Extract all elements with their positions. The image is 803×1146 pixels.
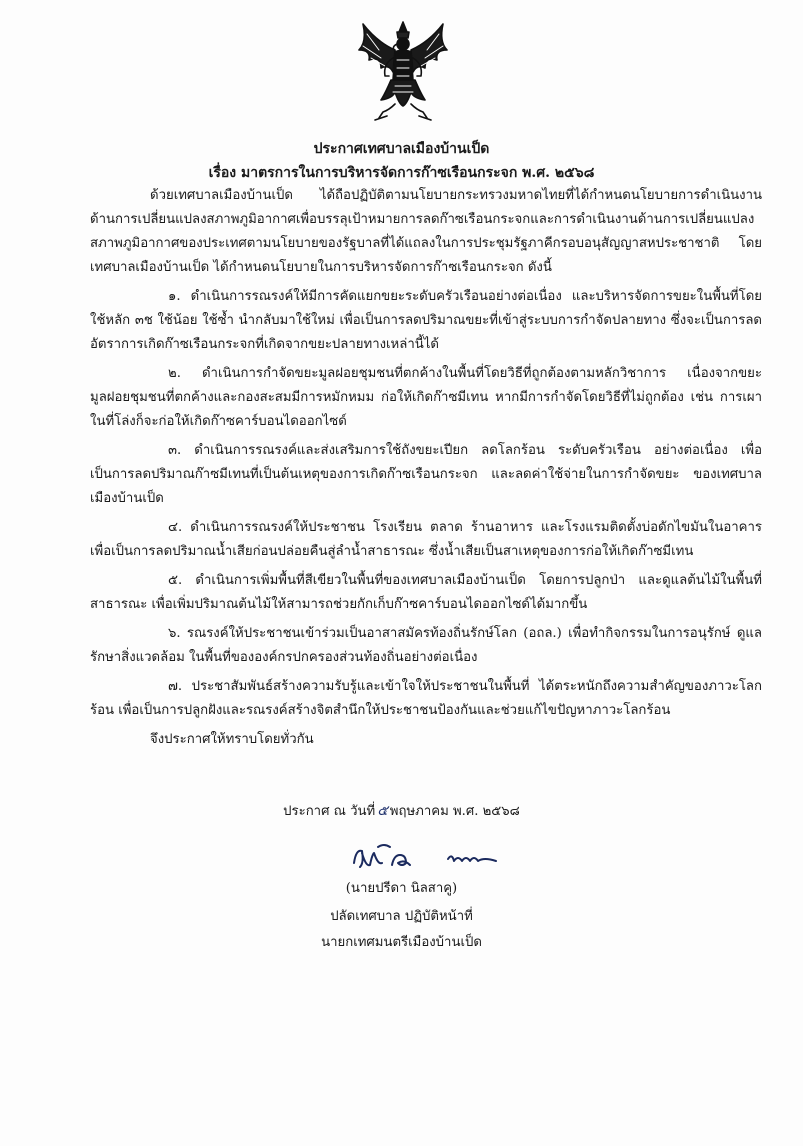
announcement-title: ประกาศเทศบาลเมืองบ้านเป็ด (313, 141, 490, 157)
intro-paragraph: ด้วยเทศบาลเมืองบ้านเป็ด ได้ถือปฏิบัติตามนโยบายกระทรวงมหาดไทยที่ได้กำหนดนโยบายการดำเนินงานด้านการเปลี่ยนแปลงสภาพภูมิอากาศเพื่อบรรลุเป้าหมายการลดก๊าซเรือนกระจกและการดำเนินงานด้านการเปลี่ยนแปลงสภาพภูมิอากาศของประเทศตามนโยบายของรัฐบาลที่ได้แถลงในการประชุมรัฐภาคีกรอบอนุสัญญาสหประชาชาติ โดยเทศบาลเมืองบ้านเป็ด ได้กำหนดนโยบายในการบริหารจัดการก๊าซเรือนกระจก ดังนี้ (90, 188, 762, 275)
announcement-date (0, 800, 803, 823)
announcement-subject: เรื่อง มาตรการในการบริหารจัดการก๊าซเรือนกระจก พ.ศ. ๒๕๖๘ (208, 165, 595, 181)
signatory-name: (นายปรีดา นิลสาคู) (345, 881, 458, 896)
signatory-position: ปลัดเทศบาล ปฏิบัติหน้าที่ (330, 909, 473, 924)
policy-item: ๕. ดำเนินการเพิ่มพื้นที่สีเขียวในพื้นที่ของเทศบาลเมืองบ้านเป็ด โดยการปลูกป่า และดูแลต้นไม้ในพื้นที่สาธารณะ เพื่อเพิ่มปริมาณต้นไม้ให้สามารถช่วยกักเก็บก๊าซคาร์บอนไดออกไซด์ได้มากขึ้น (90, 573, 762, 612)
date-day-handwritten: ๕ (377, 803, 388, 819)
policy-item: ๒. ดำเนินการกำจัดขยะมูลฝอยชุมชนที่ตกค้างในพื้นที่โดยวิธีที่ถูกต้องตามหลักวิชาการ เนื่องจากขยะมูลฝอยชุมชนที่ตกค้างและกองสะสมมีการหมักหมม ก่อให้เกิดก๊าซมีเทน หากมีการกำจัดโดยวิธีที่ไม่ถูกต้อง เช่น การเผาในที่โล่งก็จะก่อให้เกิดก๊าซคาร์บอนไดออกไซด์ (90, 366, 762, 429)
policy-item: ๔. ดำเนินการรณรงค์ให้ประชาชน โรงเรียน ตลาด ร้านอาหาร และโรงแรมติดตั้งบ่อดักไขมันในอาคารเพื่อเป็นการลดปริมาณน้ำเสียก่อนปล่อยคืนสู่ลำน้ำสาธารณะ ซึ่งน้ำเสียเป็นสาเหตุของการก่อให้เกิดก๊าซมีเทน (90, 520, 762, 559)
policy-item: ๑. ดำเนินการรณรงค์ให้มีการคัดแยกขยะระดับครัวเรือนอย่างต่อเนื่อง และบริหารจัดการขยะในพื้นที่โดยใช้หลัก ๓ช ใช้น้อย ใช้ซ้ำ นำกลับมาใช้ใหม่ เพื่อเป็นการลดปริมาณขยะที่เข้าสู่ระบบการกำจัดปลายทาง ซึ่งจะเป็นการลดอัตราการเกิดก๊าซเรือนกระจกที่เกิดจากขยะปลายทางเหล่านี้ได้ (90, 289, 762, 352)
date-month-year: พฤษภาคม พ.ศ. ๒๕๖๘ (389, 804, 520, 819)
signatory-acting-position: นายกเทศมนตรีเมืองบ้านเป็ด (321, 935, 482, 950)
date-prefix: ประกาศ ณ วันที่ (283, 804, 376, 819)
closing-line: จึงประกาศให้ทราบโดยทั่วกัน (150, 732, 314, 747)
handwritten-signature-icon (348, 841, 508, 875)
garuda-emblem-icon (355, 20, 451, 124)
policy-item: ๗. ประชาสัมพันธ์สร้างความรับรู้และเข้าใจให้ประชาชนในพื้นที่ ได้ตระหนักถึงความสำคัญของภาวะโลกร้อน เพื่อเป็นการปลูกฝังและรณรงค์สร้างจิตสำนึกให้ประชาชนป้องกันและช่วยแก้ไขปัญหาภาวะโลกร้อน (90, 679, 762, 718)
policy-item: ๓. ดำเนินการรณรงค์และส่งเสริมการใช้ถังขยะเปียก ลดโลกร้อน ระดับครัวเรือน อย่างต่อเนื่อง เพื่อเป็นการลดปริมาณก๊าซมีเทนที่เป็นต้นเหตุของการเกิดก๊าซเรือนกระจก และลดค่าใช้จ่ายในการกำจัดขยะ ของเทศบาลเมืองบ้านเป็ด (90, 443, 762, 506)
policy-item: ๖. รณรงค์ให้ประชาชนเข้าร่วมเป็นอาสาสมัครท้องถิ่นรักษ์โลก (อถล.) เพื่อทำกิจกรรมในการอนุรักษ์ ดูแล รักษาสิ่งแวดล้อม ในพื้นที่ขององค์กรปกครองส่วนท้องถิ่นอย่างต่อเนื่อง (90, 626, 762, 665)
announcement-body (90, 184, 762, 757)
